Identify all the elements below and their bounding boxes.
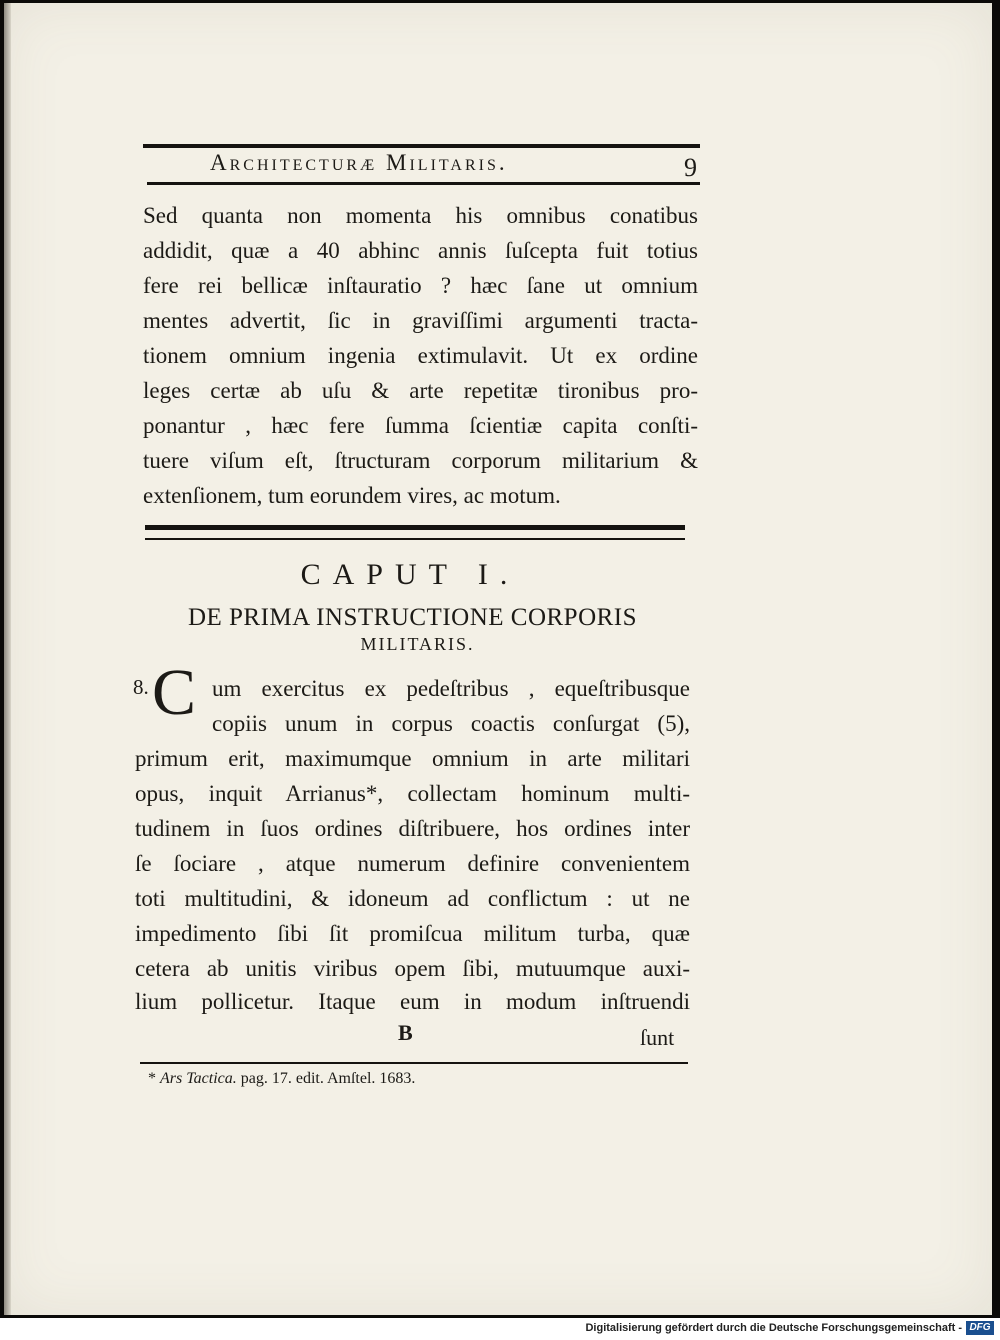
text-line: tionem omnium ingenia extimulavit. Ut ex ordine xyxy=(143,343,698,368)
footer-credit: Digitalisierung gefördert durch die Deutsche Forschungsgemeinschaft - xyxy=(585,1322,962,1334)
header-rule-bottom xyxy=(147,182,700,185)
section-rule-thin xyxy=(145,538,685,540)
text-line: tuere viſum eſt, ſtructuram corporum militarium & xyxy=(143,448,698,473)
text-line: addidit, quæ a 40 abhinc annis ſuſcepta fuit totius xyxy=(143,238,698,263)
footnote xyxy=(148,1070,415,1088)
text-line: primum erit, maximumque omnium in arte militari xyxy=(135,746,690,771)
section-rule-thick xyxy=(145,525,685,530)
chapter-subtitle: DE PRIMA INSTRUCTIONE CORPORIS xyxy=(187,604,638,631)
text-line: impedimento ſibi ſit promiſcua militum turba, quæ xyxy=(135,921,690,946)
dfg-logo: DFG xyxy=(966,1321,994,1335)
chapter-subtitle-continued: MILITARIS. xyxy=(360,634,475,654)
signature-mark: B xyxy=(398,1020,413,1045)
running-head-title: Architecturæ Militaris. xyxy=(210,150,508,175)
header-rule-top xyxy=(143,144,700,148)
footnote-citation: pag. 17. edit. Amſtel. 1683. xyxy=(236,1070,416,1087)
section-number: 8. xyxy=(133,675,149,699)
footnote-work-title: Ars Tactica. xyxy=(160,1070,237,1087)
text-line: cetera ab unitis viribus opem ſibi, mutuumque auxi- xyxy=(135,956,690,981)
text-line: um exercitus ex pedeſtribus , equeſtribusque xyxy=(212,676,690,701)
text-line: ſe ſociare , atque numerum definire convenientem xyxy=(135,851,690,876)
chapter-title: CAPUT I. xyxy=(300,558,520,591)
footnote-rule xyxy=(140,1062,688,1064)
text-line: Sed quanta non momenta his omnibus conatibus xyxy=(143,203,698,228)
page-gutter-edge xyxy=(4,3,11,1315)
text-line: copiis unum in corpus coactis conſurgat (5), xyxy=(212,711,690,736)
text-line: fere rei bellicæ inſtauratio ? hæc ſane ut omnium xyxy=(143,273,698,298)
page-number: 9 xyxy=(684,153,697,182)
text-line: ponantur , hæc fere ſumma ſcientiæ capita conſti- xyxy=(143,413,698,438)
text-line: lium pollicetur. Itaque eum in modum inſtruendi xyxy=(135,989,690,1014)
footnote-marker: * xyxy=(148,1070,156,1087)
text-line: toti multitudini, & idoneum ad conflictum : ut ne xyxy=(135,886,690,911)
text-line: extenſionem, tum eorundem vires, ac motum. xyxy=(143,483,561,508)
text-line: tudinem in ſuos ordines diſtribuere, hos ordines inter xyxy=(135,816,690,841)
text-line: opus, inquit Arrianus*, collectam hominum multi- xyxy=(135,781,690,806)
catchword: ſunt xyxy=(640,1025,675,1050)
drop-cap: C xyxy=(152,656,197,729)
text-line: leges certæ ab uſu & arte repetitæ tironibus pro- xyxy=(143,378,698,403)
text-line: mentes advertit, ſic in graviſſimi argumenti tracta- xyxy=(143,308,698,333)
